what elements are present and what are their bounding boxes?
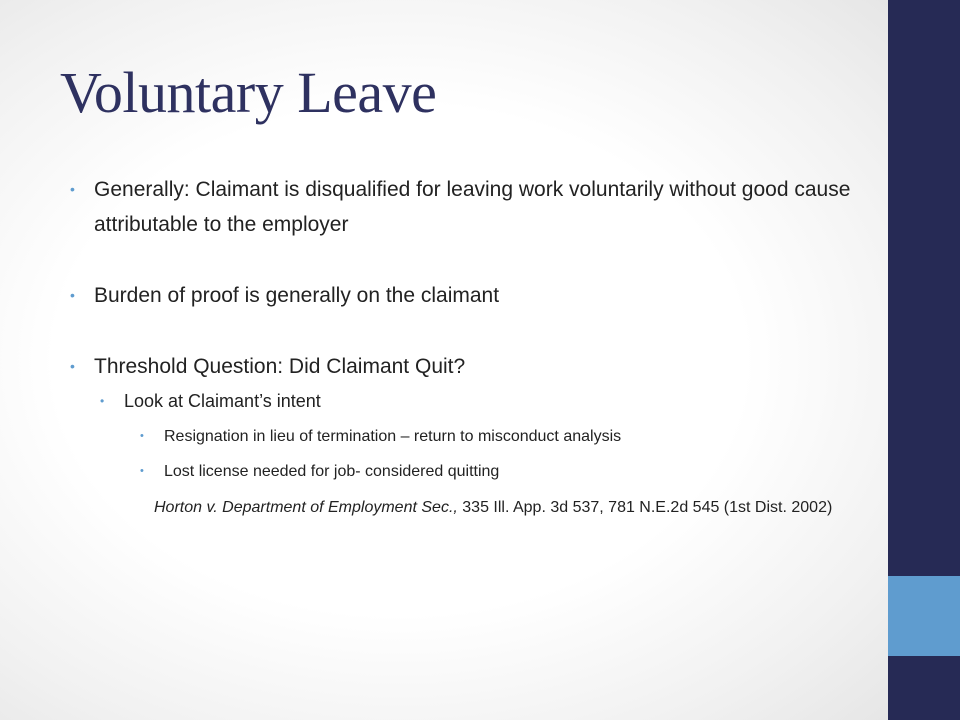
sidebar-dark-band <box>888 0 960 576</box>
bullet-text: Lost license needed for job- considered quitting <box>164 463 500 480</box>
bullet-text: Generally: Claimant is disqualified for leaving work voluntarily without good cause attributable to the employer <box>94 178 851 236</box>
bullet-threshold-question <box>70 349 870 384</box>
slide-body <box>70 172 870 521</box>
bullet-dot-icon: • <box>140 430 144 442</box>
sub-bullet-intent <box>100 384 870 419</box>
bullet-dot-icon: • <box>70 358 75 374</box>
bullet-text: Resignation in lieu of termination – return to misconduct analysis <box>164 428 622 445</box>
slide-title: Voluntary Leave <box>60 60 437 125</box>
case-reference: 335 Ill. App. 3d 537, 781 N.E.2d 545 (1st Dist. 2002) <box>457 499 833 516</box>
sidebar-bottom-band <box>888 656 960 720</box>
sub-sub-bullet-resignation <box>140 419 870 454</box>
bullet-text: Burden of proof is generally on the claimant <box>94 284 500 307</box>
bullet-dot-icon: • <box>140 465 144 477</box>
bullet-burden-of-proof <box>70 278 870 313</box>
bullet-dot-icon: • <box>70 287 75 303</box>
sidebar-accent-band <box>888 576 960 656</box>
sub-sub-bullet-lost-license <box>140 454 870 489</box>
bullet-dot-icon: • <box>100 394 105 408</box>
bullet-dot-icon: • <box>70 181 75 197</box>
bullet-text: Threshold Question: Did Claimant Quit? <box>94 355 466 378</box>
case-citation <box>154 495 844 521</box>
case-name: Horton v. Department of Employment Sec., <box>154 499 458 516</box>
bullet-text: Look at Claimant’s intent <box>124 391 321 411</box>
bullet-generally <box>70 172 870 242</box>
